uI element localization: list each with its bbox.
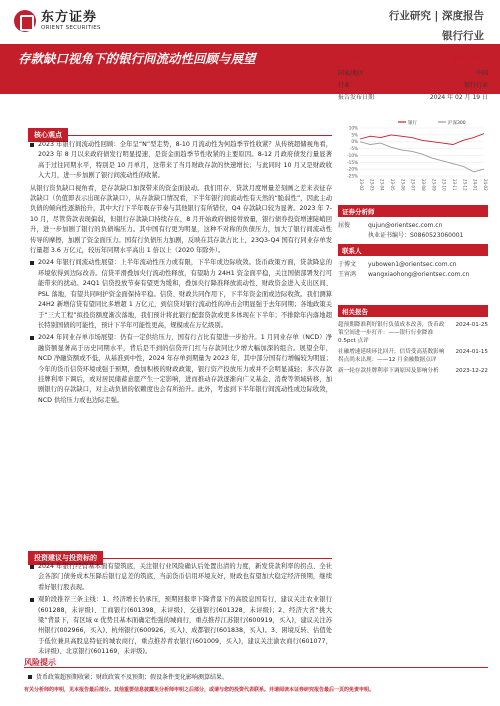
performance-chart	[338, 118, 488, 198]
logo-name-cn: 东方证券	[41, 10, 98, 25]
rating-section-label: 行业评级	[338, 56, 363, 63]
core-section-body	[30, 140, 332, 406]
rating-key: 报告发布日期	[338, 93, 375, 101]
analyst-section-title: 证券分析师	[338, 205, 488, 217]
analyst-name: 屈俊	[338, 222, 351, 229]
legend-label: 沪深300	[448, 121, 466, 126]
y-tick-label: -20%	[347, 166, 358, 172]
advice-paragraph-2: 观阶段推荐三条主线：1、经济增长仍承压，预期回报率下降背景下的高股息国有行，建议关注农业银行(601288，未评级)、工商银行(601398，未评级)、交通银行(601328，未评级)；2、经济大省“挑大梁”背景下，有区域 α 优势且基本面确定性强的城商行，重点推荐江苏银行(600919，买入)，建议关注苏州银行(002966，买入)、杭州银行(600926，买入)、成都银行(601838，买入)。3、困境反转、估值处于低位兼具高股息特征的城农商行，重点推荐青农银行(601009，买入)，建议关注渝农商行(601077，未评级)、北京银行(601169，未评级)。	[30, 595, 332, 657]
report-category: 行业研究 | 深度报告	[388, 10, 484, 22]
x-tick-label: 23-08	[421, 179, 426, 191]
analyst-email[interactable]: qujun@orientsec.com.cn	[368, 222, 443, 229]
report-header	[0, 0, 500, 44]
core-paragraph-3: 2024 年银行间流动性展望：上半年流动性压力或有限，下半年或边际收敛。货币政策方面，贷款降息的环境依得到边际改善。信贷平滑叠加央行流动性释放，有望助力 24H1 资金面平稳，关注国债部署发行可能带来的扰动。24Q1 信贷投放节奏有望更为缓和，叠加央行降准释放流动性、财政资金进入支出区间、PSL 落地，有望共同呵护资金面保持平稳。信贷、财政共同作用下，下半年资金面或边际收敛。我们测算 24H2 新增信贷有望同比多增超 1 万亿元，到信贷对银行流动性的冲击会明显强于去年同期；各地政策关于“三大工程”拟投资额度渐次落地，我们预计将此银行配套贷款或更多体现在下半年；不排除年内落地超长特别国债的可能性，预计下半年可能性更高，规模或在万亿级别。	[30, 258, 332, 331]
x-tick-label: 23-07	[410, 179, 416, 191]
logo-mark-icon	[14, 10, 36, 32]
related-reports-box	[338, 305, 488, 375]
logo-name-en: ORIENT SECURITIES	[41, 25, 101, 31]
core-paragraph-4: 2024 年同业存单市场展望：仍有一定供给压力，国有行占比有望进一步抬升。1 月同业存单（NCD）净融资额显著高于历史同期水平，背后是不到的信贷开门红与存款同比少增大幅加深的组合。展望全年，NCD 净融资额或不低，从基准到中性，2024 年存单到期量为 2023 年，其中部分国有行增幅较为明显；今年的货币信贷环境或强于预期，叠加积极的财政政策，银行资产投放压力或并不会明显减轻；多次存款挂牌利率下调后，或对居民储蓄意愿产生一定影响，进而推动存款逐渐向广义基金、消费等领域转移，加剧银行的存款缺口，对主动负债的依赖度也会有所抬升。此外，考虑到下半年银行间流动性或边际收敛，NCD 供给压力或也边际走强。	[30, 333, 332, 406]
risk-divider	[24, 667, 488, 668]
core-paragraph-2: 从银行资负缺口视角看，是存款缺口加深带来的资金面波动。我们用存、贷款月度增量差刻画之差来表征存款缺口（负值即表示出现存款缺口），从存款缺口情况看，下半年银行间流动性有天然的“脆弱性”，因此主动负债的倾向性逐渐抬升，其中大行下半年吸存节奏与其他银行有所错位，Q4 存款缺口较为显著。2023 年 7-10 月，尽管贷款表现偏弱，但银行存款缺口持续存在，8 月开始政府债接替放量，银行债券投资增速陡峭回升，进一步加剧了银行的负债端压力。其中国有行更为明显，这种不对称的负债压力，加大了银行间流动性传导的摩擦，加剧了资金面压力。国有行负债压力加剧，反映在其存款占比上，23Q3-Q4 国有行同业存单发行量超 3.6 万亿元，较历年同期水平高出 1 倍以上（2020 年除外）。	[30, 184, 332, 255]
related-section-title: 相关报告	[338, 305, 488, 317]
y-tick-label: -10%	[347, 152, 358, 158]
related-report-item[interactable]: 社融增速延续环比回升，信贷受高基数影响拐点尚未出现：——12 月金融数据点评 2024-01-15	[338, 349, 488, 363]
x-tick-label: 23-06	[400, 179, 406, 191]
advice-section-header: 投资建议与投资标的	[28, 545, 332, 559]
rating-val: 中国	[475, 69, 488, 77]
y-tick-label: 10%	[348, 125, 358, 131]
legend-label: 银行	[408, 121, 417, 126]
orient-logo	[14, 10, 101, 32]
x-tick-label: 23-09	[431, 179, 437, 191]
report-title: 存款缺口视角下的银行间流动性回顾与展望	[18, 51, 256, 66]
report-industry: 银行行业	[442, 30, 484, 42]
risk-section-title: 风险提示	[24, 658, 56, 667]
advice-paragraph-1: 2024 年银行经营基本面有望筑底，关注银行业风险确认后处置出清的力度，新发贷款利率的拐点、全社会各部门债务成本压降后银行息差的筑底，当前货币信用环境友好，财政也有望加大稳定经济预期，继续看好银行股表现。	[30, 562, 332, 593]
x-tick-label: 23-05	[390, 179, 395, 191]
advice-section-body	[30, 562, 332, 658]
series-line	[360, 142, 484, 172]
core-paragraph-1: 2023 年银行间流动性回顾：全年呈“N”型走势，8-10 月流动性为何趋季节性收紧？从传统超储视角看，2023 年 8 月以来政府债发行明显提速，是资金面趋季节性收紧的主要原因。8-12 月政府债发行量显著高于过往同期水平，特别是 10 月单月，这带来了当月财政存款的快速增长；与此同时 10 月又是财政收入大月，进一步加剧了银行间流动性的收紧。	[30, 140, 332, 182]
core-section-header: 核心观点	[28, 122, 332, 136]
x-tick-label: 23-04	[379, 179, 385, 191]
disclaimer-footer: 有关分析师的申明，见本报告最后部分。其他重要信息披露见分析师申明之后部分，或请与您的投资代表联系。并请阅读本证券研究报告最后一页的免责申明。	[24, 687, 375, 693]
contact-name: 于博文	[338, 261, 357, 268]
rating-key: 国家/地区	[338, 69, 365, 77]
contact-email[interactable]: wangxiaohong@orientsec.com.cn	[368, 270, 470, 278]
contacts-box	[338, 244, 488, 279]
x-tick-label: 24-01	[472, 179, 478, 191]
series-line	[360, 134, 484, 145]
contact-name: 王宵鸿	[338, 270, 357, 278]
related-report-item[interactable]: 新一轮存款挂牌利率下调原因及影响分析 2023-12-22	[338, 368, 488, 374]
analyst-cert: 执业证书编号：S0860523060001	[368, 231, 464, 239]
analyst-box	[338, 205, 488, 240]
rating-key: 行业	[338, 81, 351, 89]
contact-email[interactable]: yubowen1@orientsec.com.cn	[368, 261, 457, 268]
y-tick-label: -5%	[349, 146, 358, 152]
x-tick-label: 23-12	[462, 179, 468, 191]
x-tick-label: 23-10	[441, 179, 447, 191]
y-tick-label: 0%	[351, 139, 358, 145]
y-tick-label: -15%	[347, 159, 358, 165]
rating-value: 看好（维持）	[451, 56, 488, 63]
rating-val: 2024 年 02 月 19 日	[429, 93, 488, 101]
rating-val: 银行行业	[463, 81, 488, 89]
x-tick-label: 23-02	[359, 179, 364, 191]
y-tick-label: 5%	[351, 132, 358, 138]
x-tick-label: 24-02	[483, 179, 488, 191]
related-report-item[interactable]: 超预期降准利好银行负债成本改善，货币政策空间进一步打开：——银行行业降准 0.5pct 点评 2024-01-25	[338, 322, 488, 344]
rating-box	[338, 52, 488, 102]
y-tick-label: -25%	[347, 173, 358, 179]
x-tick-label: 23-03	[369, 179, 375, 191]
x-tick-label: 23-11	[452, 179, 457, 191]
contacts-section-title: 联系人	[338, 244, 488, 256]
risk-text: 货币政策超预期收紧；财政政策不及预期；假设条件变化影响测算结果。	[28, 672, 228, 681]
